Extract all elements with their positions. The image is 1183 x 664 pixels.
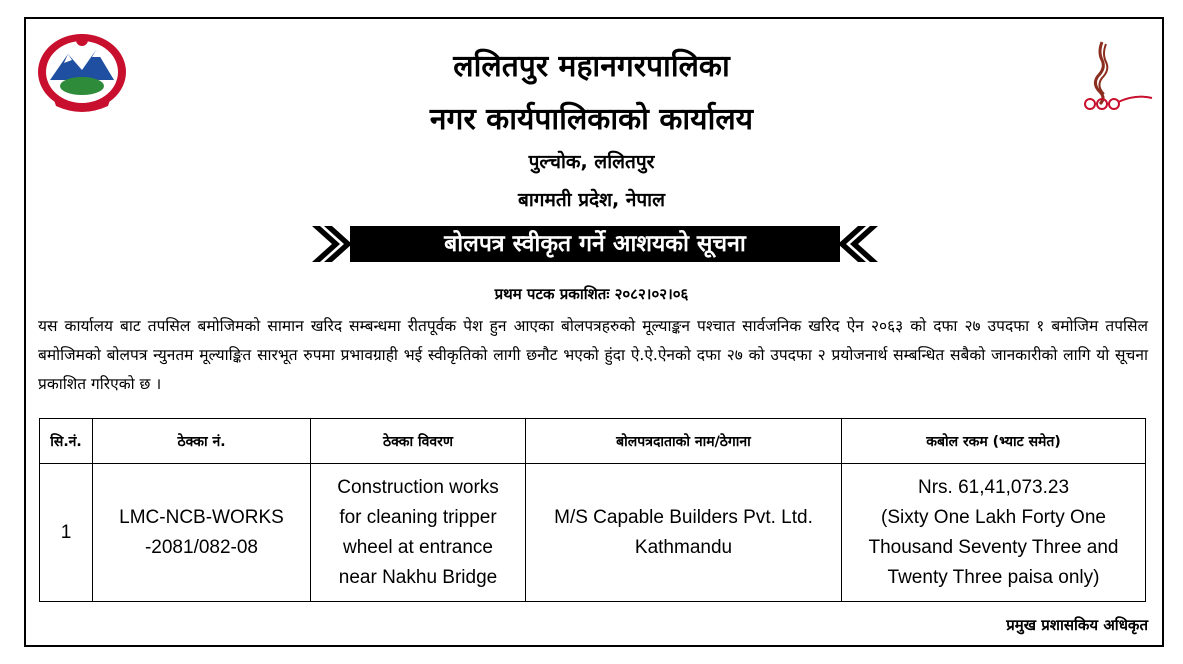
header-amount: कबोल रकम (भ्याट समेत) — [842, 419, 1146, 464]
desc-line: for cleaning tripper — [339, 506, 497, 528]
office-name: नगर कार्यपालिकाको कार्यालय — [429, 102, 754, 137]
bidder-line: Kathmandu — [634, 536, 733, 558]
signatory-title: प्रमुख प्रशासकिय अधिकृत — [1006, 616, 1148, 634]
header-contract-no: ठेक्का नं. — [93, 419, 311, 464]
cell-contract-desc — [311, 464, 526, 602]
province-country: बागमती प्रदेश, नेपाल — [518, 189, 665, 211]
amount-line: Twenty Three paisa only) — [887, 566, 1100, 588]
desc-line: Construction works — [337, 476, 499, 498]
desc-line: wheel at entrance — [343, 536, 493, 558]
office-address: पुल्चोक, ललितपुर — [528, 151, 655, 173]
notice-title: बोलपत्र स्वीकृत गर्ने आशयको सूचना — [350, 226, 840, 262]
contract-no-line: -2081/082-08 — [144, 536, 259, 558]
municipality-name: ललितपुर महानगरपालिका — [453, 49, 730, 84]
desc-line: near Nakhu Bridge — [338, 566, 498, 588]
header-bidder: बोलपत्रदाताको नाम/ठेगाना — [526, 419, 842, 464]
award-table — [39, 418, 1146, 602]
cell-bidder — [526, 464, 842, 602]
notice-body: यस कार्यालय बाट तपसिल बमोजिमको सामान खरिद सम्बन्धमा रीतपूर्वक पेश हुन आएका बोलपत्रहरुको मूल्याङ्कन पश्चात सार्वजनिक खरिद ऐन २०६३ को दफा २७ उपदफा १ बमोजिम तपसिल बमोजिमको बोलपत्र न्युनतम मूल्याङ्कित सारभूत रुपमा प्रभावग्राही भई स्वीकृतिको लागी छनौट भएको हुंदा ऐ.ऐ.ऐनको दफा २७ को उपदफा २ प्रयोजनार्थ सम्बन्धित सबैको जानकारीको लागि यो सूचना प्रकाशित गरिएको छ । — [38, 317, 1148, 393]
amount-line: (Sixty One Lakh Forty One — [881, 506, 1106, 528]
published-date: प्रथम पटक प्रकाशितः २०८२।०२।०६ — [494, 285, 689, 303]
amount-line: Nrs. 61,41,073.23 — [917, 476, 1070, 498]
table-header-row — [40, 419, 1146, 464]
table-row — [40, 464, 1146, 602]
header-sn: सि.नं. — [40, 419, 93, 464]
amount-line: Thousand Seventy Three and — [868, 536, 1119, 558]
contract-no-line: LMC-NCB-WORKS — [119, 506, 284, 528]
bidder-line: M/S Capable Builders Pvt. Ltd. — [554, 506, 813, 528]
cell-sn: 1 — [40, 464, 93, 602]
header-contract-desc: ठेक्का विवरण — [311, 419, 526, 464]
cell-amount — [842, 464, 1146, 602]
cell-contract-no — [93, 464, 311, 602]
